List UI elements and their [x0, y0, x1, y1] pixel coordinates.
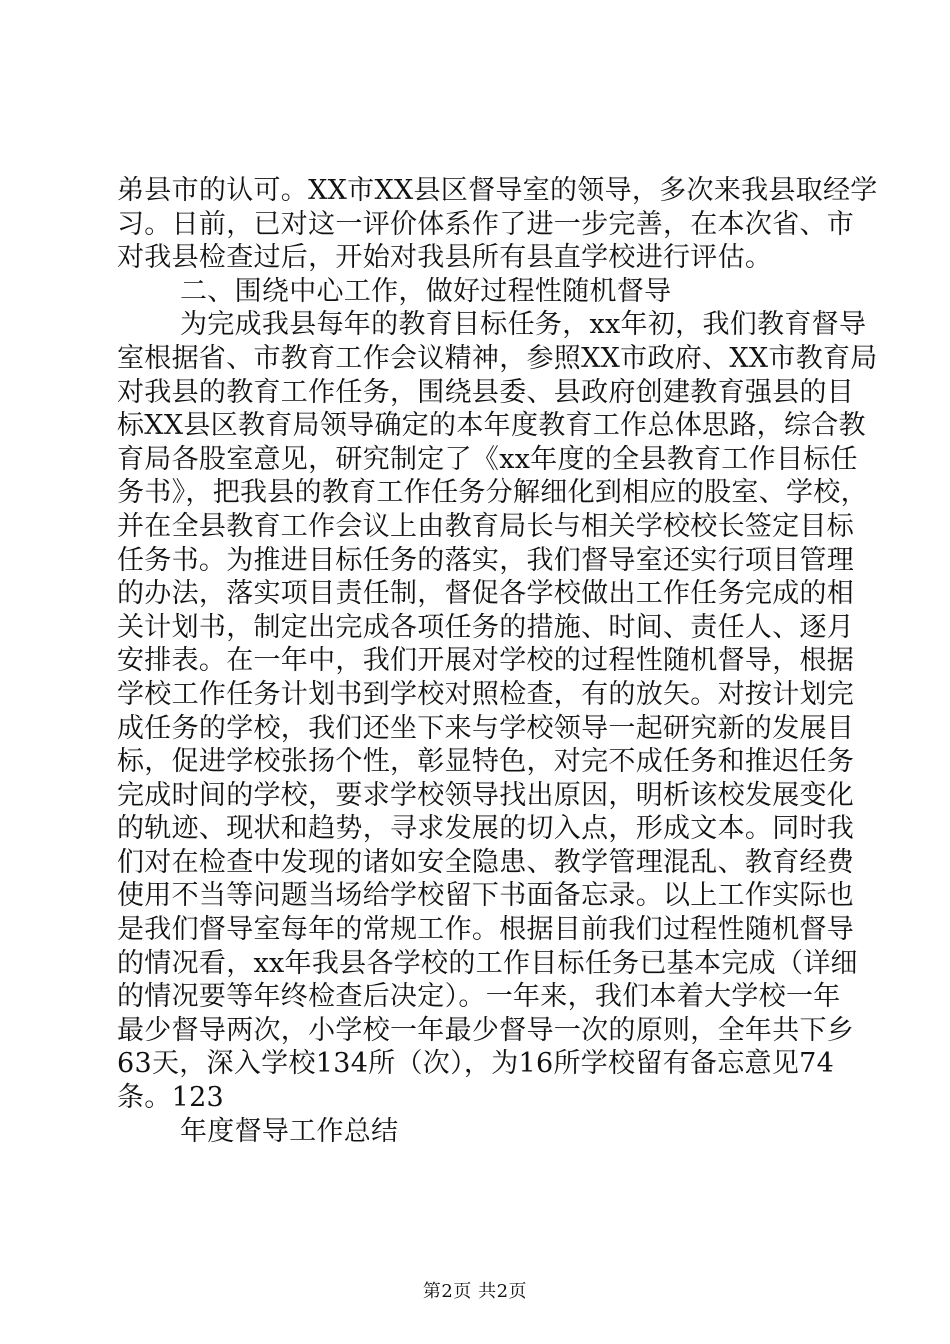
text-line: 任务书。为推进目标任务的落实，我们督导室还实行项目管理 — [117, 544, 855, 576]
text-line: 育局各股室意见，研究制定了《xx年度的全县教育工作目标任 — [117, 443, 858, 475]
page-footer — [0, 1280, 950, 1304]
text-line: 们对在检查中发现的诸如安全隐患、教学管理混乱、教育经费 — [117, 846, 855, 878]
closing-title: 年度督导工作总结 — [180, 1115, 399, 1147]
text-line: 最少督导两次，小学校一年最少督导一次的原则，全年共下乡 — [117, 1014, 855, 1046]
paragraph-first-line: 为完成我县每年的教育目标任务，xx年初，我们教育督导 — [180, 309, 867, 341]
text-line: 成任务的学校，我们还坐下来与学校领导一起研究新的发展目 — [117, 712, 855, 744]
text-line: 关计划书，制定出完成各项任务的措施、时间、责任人、逐月 — [117, 611, 855, 643]
text-line: 标XX县区教育局领导确定的本年度教育工作总体思路，综合教 — [117, 410, 866, 442]
text-line: 的办法，落实项目责任制，督促各学校做出工作任务完成的相 — [117, 578, 855, 610]
text-line: 的轨迹、现状和趋势，寻求发展的切入点，形成文本。同时我 — [117, 813, 855, 845]
text-line: 63天，深入学校134所（次），为16所学校留有备忘意见74 — [117, 1048, 835, 1080]
text-line: 完成时间的学校，要求学校领导找出原因，明析该校发展变化 — [117, 779, 855, 811]
page-number-label: 第2页 共2页 — [422, 1281, 528, 1302]
text-line: 对我县的教育工作任务，围绕县委、县政府创建教育强县的目 — [117, 376, 855, 408]
document-body — [117, 174, 878, 1148]
text-line: 室根据省、市教育工作会议精神，参照XX市政府、XX市教育局 — [117, 342, 878, 374]
text-line: 条。123 — [117, 1082, 225, 1114]
text-line: 安排表。在一年中，我们开展对学校的过程性随机督导，根据 — [117, 645, 855, 677]
text-line: 是我们督导室每年的常规工作。根据目前我们过程性随机督导 — [117, 914, 855, 946]
text-line: 务书》，把我县的教育工作任务分解细化到相应的股室、学校， — [117, 477, 868, 509]
text-line: 并在全县教育工作会议上由教育局长与相关学校校长签定目标 — [117, 510, 855, 542]
text-line: 学校工作任务计划书到学校对照检查，有的放矢。对按计划完 — [117, 678, 855, 710]
text-line: 的情况要等年终检查后决定）。一年来，我们本着大学校一年 — [117, 981, 841, 1013]
text-line: 习。日前，已对这一评价体系作了进一步完善，在本次省、市 — [117, 208, 855, 240]
text-line: 对我县检查过后，开始对我县所有县直学校进行评估。 — [117, 242, 773, 274]
section-heading: 二、围绕中心工作，做好过程性随机督导 — [180, 275, 672, 307]
text-line: 标，促进学校张扬个性，彰显特色，对完不成任务和推迟任务 — [117, 746, 855, 778]
text-line: 的情况看，xx年我县各学校的工作目标任务已基本完成（详细 — [117, 947, 858, 979]
text-line: 弟县市的认可。XX市XX县区督导室的领导，多次来我县取经学 — [117, 175, 878, 206]
text-line: 使用不当等问题当场给学校留下书面备忘录。以上工作实际也 — [117, 880, 855, 912]
